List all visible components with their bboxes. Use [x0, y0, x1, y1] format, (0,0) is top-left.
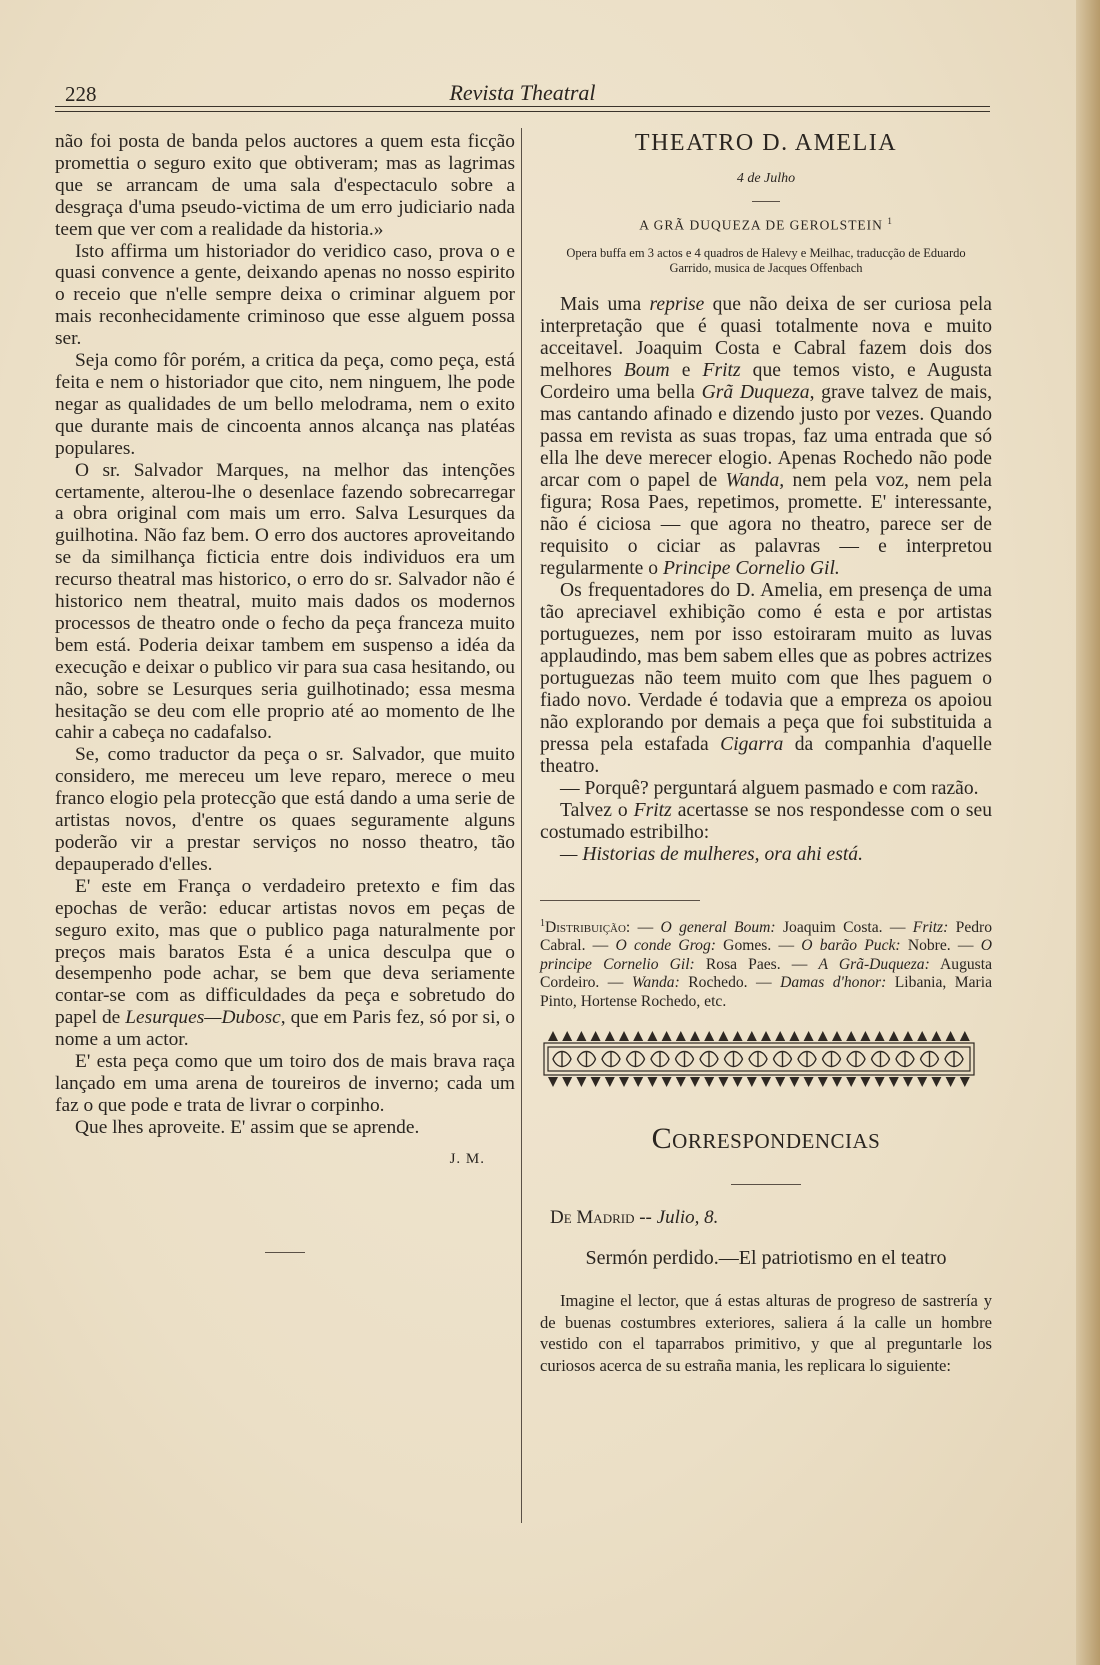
text: Libania, Maria Pinto, Hortense Rochedo, etc.	[540, 974, 992, 1010]
ornament-triangle	[875, 1031, 885, 1041]
header-rule	[55, 106, 990, 112]
ornament-triangle	[633, 1031, 643, 1041]
opera-description: Opera buffa em 3 actos e 4 quadros de Halevy e Meilhac, traducção de Eduardo Garrido, musica de Jacques Offenbach	[566, 245, 966, 275]
ornament-motif	[847, 1051, 865, 1067]
ornament-triangle	[704, 1031, 714, 1041]
paragraph	[55, 876, 515, 1051]
dateline-place: De Madrid	[550, 1207, 635, 1229]
ornament-triangle	[818, 1031, 828, 1041]
ornament-triangle	[903, 1077, 913, 1087]
paragraph: não foi posta de banda pelos auctores a quem esta ficção promettia o seguro exito que obtiveram; mas as lagrimas que se arrancam de uma sala d'espectaculo sobre a desgraça d'uma pseudo-victima de um erro judiciario nada teem que ver com a realidade da historia.»	[55, 131, 515, 240]
ornament-triangle	[662, 1077, 672, 1087]
ornament-triangle	[662, 1031, 672, 1041]
ornament-triangle	[804, 1077, 814, 1087]
text: Talvez o	[560, 799, 634, 821]
ornament-motif	[725, 1051, 743, 1067]
text: acertasse se nos respondesse com o seu costumado estribilho:	[540, 799, 992, 843]
paragraph	[540, 800, 992, 844]
column-divider	[521, 128, 522, 1523]
ornament-triangle	[775, 1031, 785, 1041]
paragraph: Se, como traductor da peça o sr. Salvador, que muito considero, me mereceu um leve reparo, merece o meu franco elogio pela protecção que está dando a uma serie de artistas novos, d'entre os quaes seguramente alguns poderão vir a prestar serviços no nosso theatro, tão depauperado d'elles.	[55, 744, 515, 875]
ornament-triangle	[946, 1031, 956, 1041]
ornament-triangle	[960, 1077, 970, 1087]
role-name: O principe Cornelio Gil:	[540, 937, 992, 973]
ornament-triangle	[562, 1031, 572, 1041]
text: Rosa Paes. —	[694, 955, 819, 973]
ornament-triangle	[860, 1077, 870, 1087]
footnote-label: Distribuição:	[545, 918, 631, 936]
ornament-triangle	[676, 1031, 686, 1041]
text: Rochedo. —	[679, 974, 781, 992]
text: que temos visto, e Augusta Cordeiro uma bella	[540, 359, 992, 403]
role-name: O conde Grog:	[615, 937, 716, 955]
left-column	[55, 131, 515, 1253]
text: —	[630, 918, 661, 936]
paragraph: Que lhes aproveite. E' assim que se aprende.	[75, 1116, 420, 1138]
ornament-triangle	[647, 1077, 657, 1087]
text: Nobre. —	[900, 937, 981, 955]
play-title: Lesurques—Dubosc	[125, 1007, 281, 1029]
ornament-triangle	[832, 1031, 842, 1041]
role-name: Wanda,	[725, 469, 785, 491]
footnote-number: 1	[540, 917, 545, 929]
paragraph: Isto affirma um historiador do veridico caso, prova o e quasi convence a gente, deixando apenas no nosso espirito o receio que n'elle sempre deixa o criminar alguem por mais reconhecidamente criminoso que esse alguem possa ser.	[55, 240, 515, 350]
paragraph	[540, 580, 992, 778]
page-header	[55, 80, 990, 108]
ornament-triangle	[789, 1077, 799, 1087]
paragraph-text: , que em Paris fez, só por si, o nome a um actor.	[55, 1007, 515, 1051]
ornament-triangle	[704, 1077, 714, 1087]
opera-title-text: A GRÃ DUQUEZA DE GEROLSTEIN	[639, 217, 883, 233]
ornament-triangle	[917, 1077, 927, 1087]
theatre-title: THEATRO D. AMELIA	[634, 130, 898, 156]
ornament-motif	[700, 1051, 718, 1067]
ornament-triangle	[789, 1031, 799, 1041]
ornament-triangle	[591, 1077, 601, 1087]
play-title: Cigarra	[720, 733, 784, 755]
dateline-date: Julio, 8.	[656, 1207, 719, 1229]
ornament-triangle	[775, 1077, 785, 1087]
ornament-triangle	[747, 1077, 757, 1087]
paragraph: O sr. Salvador Marques, na melhor das intenções certamente, alterou-lhe o desenlace fazendo sobrecarregar a obra original com mais um erro. Salva Lesurques da guilhotina. Não faz bem. O erro dos auctores aproveitando se da similhança ficticia entre dois individuos era um recurso theatral mas historico, o erro do sr. Salvador não é historico nem theatral, muito mais dados os modernos processos de theatro onde o fecho da peça franceza muito bem está. Poderia deixar tambem em suspenso a idéa da execução e deixar o publico vir para sua casa hesitando, ou não, sobre se Lesurques seria guilhotinado; essa mesma hesitação se deu com elle proprio até ao momento de lhe cahir a cabeça no cadafalso.	[55, 459, 515, 744]
ornament-triangle	[889, 1077, 899, 1087]
text: Joaquim Costa. —	[775, 918, 913, 936]
signature: J. M.	[449, 1150, 485, 1167]
ornament-triangle	[605, 1031, 615, 1041]
ornament-motif	[896, 1051, 914, 1067]
footnote-marker: 1	[887, 216, 893, 226]
running-title: Revista Theatral	[449, 80, 596, 105]
role-name: Fritz	[633, 799, 672, 821]
ornament-motif	[627, 1051, 645, 1067]
intro-paragraph: Imagine el lector, que á estas alturas de progreso de sastrería y de buenas costumbres exteriores, saliera á la calle un hombre vestido con el taparrabos primitivo, y que al preguntarle los curiosos acerca de su estraña mania, les replicara lo siguiente:	[540, 1291, 992, 1375]
ornament-triangle	[832, 1077, 842, 1087]
page-number: 228	[65, 82, 97, 106]
ornament-triangle	[818, 1077, 828, 1087]
ornament-triangle	[576, 1077, 586, 1087]
paragraph: E' esta peça como que um toiro dos de mais brava raça lançado em uma arena de toureiros de inverno; cada um faz o que pode e trata de livrar o corpinho.	[55, 1051, 515, 1116]
ornament-triangle	[931, 1031, 941, 1041]
ornament-triangle	[761, 1077, 771, 1087]
ornament-triangle	[733, 1077, 743, 1087]
ornament-motif	[553, 1051, 571, 1067]
ornament-triangle	[647, 1031, 657, 1041]
ornament-triangle	[718, 1077, 728, 1087]
role-name: Wanda:	[631, 974, 680, 992]
ornament-triangle	[690, 1031, 700, 1041]
ornament-triangle	[562, 1077, 572, 1087]
ornament-triangle	[548, 1031, 558, 1041]
ornament-motif	[823, 1051, 841, 1067]
ornament-motif	[651, 1051, 669, 1067]
review-body	[540, 294, 992, 866]
ornament-triangle	[903, 1031, 913, 1041]
ornament-triangle	[917, 1031, 927, 1041]
footnote-rule	[540, 900, 700, 901]
ornament-triangle	[747, 1031, 757, 1041]
text: , grave talvez de mais, mas cantando afinado e dizendo justo por vezes. Quando passa em revista as suas tropas, faz uma entrada que só ella lhe deve merecer elogio. Apenas Rochedo não pode arcar com o papel de	[540, 381, 992, 491]
text: Augusta Cordeiro. —	[540, 955, 993, 992]
divider	[752, 201, 780, 202]
ornament-triangle	[619, 1031, 629, 1041]
ornament-triangle	[633, 1077, 643, 1087]
text: nem pela voz, nem pela figura; Rosa Paes, repetimos, promette. E' interessante, não é ciciosa — que agora no theatro, parece ser de requisito o ciciar as palavras — e interpretou regularmente o	[540, 469, 992, 579]
text: Gomes. —	[715, 937, 802, 955]
ornament-motif	[921, 1051, 939, 1067]
paragraph: — Historias de mulheres, ora ahi está.	[560, 843, 863, 865]
role-name: Boum	[623, 359, 670, 381]
ornament-triangle	[761, 1031, 771, 1041]
footnote	[540, 915, 992, 1012]
paragraph: Seja como fôr porém, a critica da peça, como peça, está feita e nem o historiador que cito, nem ninguem, lhe pode negar as qualidades de um bello melodrama, nem o exito que durante mais de cincoenta annos alcança nas platéas populares.	[55, 350, 515, 459]
ornament-motif	[578, 1051, 596, 1067]
ornament-motif	[945, 1051, 963, 1067]
ornament-triangle	[591, 1031, 601, 1041]
end-rule	[265, 1252, 305, 1253]
ornament-triangle	[960, 1031, 970, 1041]
ornament-triangle	[576, 1031, 586, 1041]
paragraph-text: E' este em França o verdadeiro pretexto e fim das epochas de verão: educar artistas novos em peças de seguro exito, mas que o publico paga naturalmente por preços mais baratos Esta é a unica desculpa que o desempenho pode achar, se bem que deva seriamente contar-se com as difficuldades da peça e sobretudo do papel de	[55, 875, 515, 1029]
role-name: Fritz:	[912, 918, 949, 936]
ornament-motif	[798, 1051, 816, 1067]
opera-title	[540, 216, 992, 234]
dateline-sep: --	[634, 1207, 657, 1229]
text: da companhia d'aquelle theatro.	[540, 733, 992, 777]
role-name: O barão Puck:	[801, 937, 901, 955]
ornament-triangle	[690, 1077, 700, 1087]
ornament-triangle	[804, 1031, 814, 1041]
ornament-motif	[749, 1051, 767, 1067]
ornament-triangle	[860, 1031, 870, 1041]
paragraph: — Porquê? perguntará alguem pasmado e com razão.	[560, 777, 979, 799]
text: que não deixa de ser curiosa pela interpretação que é quasi totalmente nova e muito acceitavel. Joaquim Costa e Cabral fazem dois dos melhores	[540, 293, 993, 381]
role-name: Fritz	[702, 359, 741, 381]
ornament-motif	[774, 1051, 792, 1067]
ornament-triangle	[733, 1031, 743, 1041]
role-name: Grã Duqueza	[701, 381, 810, 403]
review-date: 4 de Julho	[736, 171, 796, 186]
ornament-triangle	[676, 1077, 686, 1087]
role-name: O general Boum:	[660, 918, 776, 936]
text: Os frequentadores do D. Amelia, em presença de uma tão apreciavel exhibição como é esta e por artistas portuguezes, nem por isso estoiraram muito as luvas applaudindo, mas bem sabem elles que as pobres actrizes portuguezas não teem muito com que lhes paguem o fiado novo. Verdade é todavia que a empreza os apoiou não explorando por demais a peça que foi substituida a pressa pela estafada	[540, 579, 992, 755]
ornament-triangle	[605, 1077, 615, 1087]
subheading: Sermón perdido.—El patriotismo en el teatro	[585, 1247, 947, 1270]
ornament-triangle	[846, 1031, 856, 1041]
italic-term: reprise	[649, 293, 705, 315]
right-column	[540, 128, 992, 1393]
ornament-triangle	[619, 1077, 629, 1087]
ornament-triangle	[889, 1031, 899, 1041]
ornament-motif	[676, 1051, 694, 1067]
page-edge	[1076, 0, 1100, 1665]
ornament-triangle	[548, 1077, 558, 1087]
ornament-triangle	[718, 1031, 728, 1041]
role-name: A Grã-Duqueza:	[818, 955, 930, 973]
ornament-triangle	[931, 1077, 941, 1087]
role-name: Principe Cornelio Gil.	[662, 557, 840, 579]
divider	[731, 1184, 801, 1185]
ornament-triangle	[946, 1077, 956, 1087]
section-title: Correspondencias	[651, 1122, 881, 1156]
ornament-triangle	[846, 1077, 856, 1087]
role-name: Damas d'honor:	[780, 974, 887, 992]
text: Mais uma	[560, 293, 650, 315]
paragraph	[540, 294, 992, 580]
ornament-motif	[602, 1051, 620, 1067]
ornament-motif	[872, 1051, 890, 1067]
dateline	[550, 1207, 992, 1229]
text: Pedro Cabral. —	[540, 918, 993, 955]
text: e	[669, 359, 703, 381]
ornament-triangle	[875, 1077, 885, 1087]
ornamental-border	[540, 1025, 990, 1093]
